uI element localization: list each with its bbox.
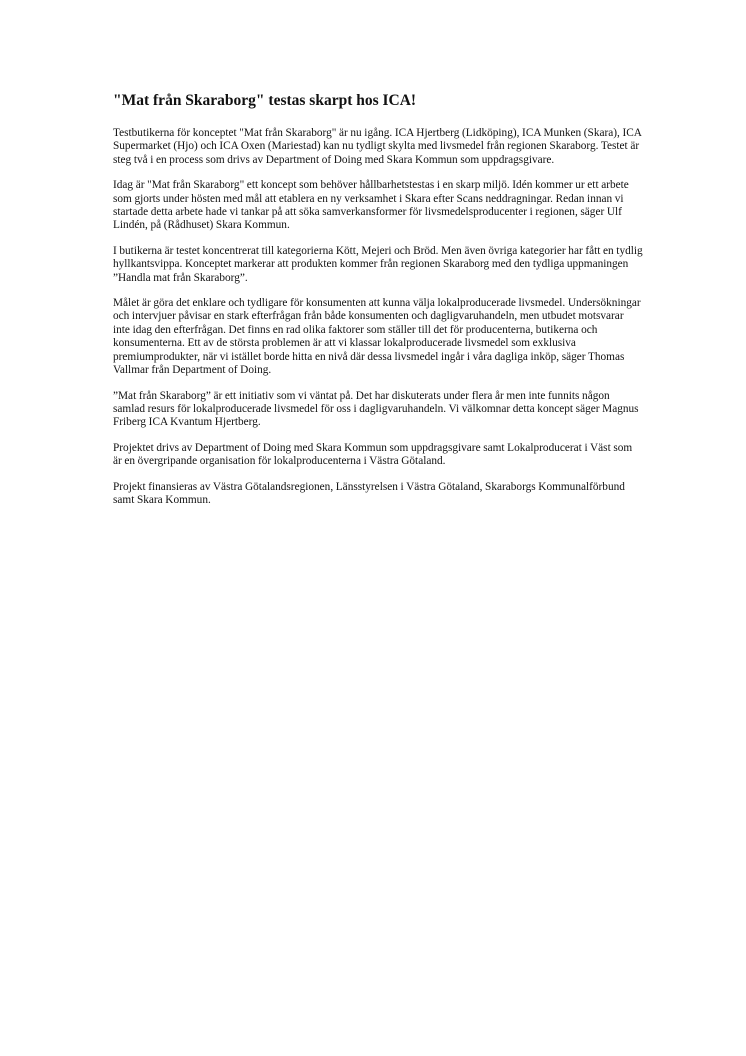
paragraph-concept-origin: Idag är "Mat från Skaraborg" ett koncept som behöver hållbarhetstestas i en skarp miljö. Idén kommer ur ett arbete som gjorts under hösten med mål att etablera en ny verksamhet i Skara efter Scans neddragningar. Redan innan vi startade detta arbete hade vi tankar på att söka samverkansformer för livsmedelsproducenter i regionen, säger Ulf Lindén, på (Rådhuset) Skara Kommun.	[113, 179, 629, 232]
paragraph-funding: Projekt finansieras av Västra Götalandsregionen, Länsstyrelsen i Västra Götaland, Skaraborgs Kommunalförbund samt Skara Kommun.	[113, 480, 625, 506]
paragraph-goal: Målet är göra det enklare och tydligare för konsumenten att kunna välja lokalproducerade livsmedel. Undersökningar och intervjuer påvisar en stark efterfrågan från både konsumenten och dagligvaruhandeln, men utbudet motsvarar inte idag den efterfrågan. Det finns en rad olika faktorer som ställer till det för producenterna, butikerna och konsumenterna. Ett av de största problemen är att vi klassar lokalproducerade livsmedel som exklusiva premiumprodukter, när vi istället borde hitta en nivå där dessa livsmedel ingår i våra dagliga inköp, säger Thomas Vallmar från Department of Doing.	[113, 297, 641, 377]
document-page	[113, 92, 643, 519]
document-title: "Mat från Skaraborg" testas skarpt hos ICA!	[113, 92, 417, 109]
paragraph-project-owner: Projektet drivs av Department of Doing med Skara Kommun som uppdragsgivare samt Lokalproducerat i Väst som är en övergripande organisation för lokalproducenterna i Västra Götaland.	[113, 441, 633, 468]
paragraph-test-stores: Testbutikerna för konceptet "Mat från Skaraborg" är nu igång. ICA Hjertberg (Lidköping), ICA Munken (Skara), ICA Supermarket (Hjo) och ICA Oxen (Mariestad) kan nu tydligt skylta med livsmedel från regionen Skaraborg. Testet är steg två i en process som drivs av Department of Doing med Skara Kommun som uppdragsgivare.	[113, 127, 642, 166]
paragraph-initiative-quote: ”Mat från Skaraborg” är ett initiativ som vi väntat på. Det har diskuterats under flera år men inte funnits någon samlad resurs för lokalproducerade livsmedel för oss i dagligvaruhandeln. Vi välkomnar detta koncept säger Magnus Friberg ICA Kvantum Hjertberg.	[113, 389, 639, 429]
paragraph-categories: I butikerna är testet koncentrerat till kategorierna Kött, Mejeri och Bröd. Men även övriga kategorier har fått en tydlig hyllkantsvippa. Konceptet markerar att produkten kommer från regionen Skaraborg med den tydliga uppmaningen ”Handla mat från Skaraborg”.	[113, 244, 643, 284]
